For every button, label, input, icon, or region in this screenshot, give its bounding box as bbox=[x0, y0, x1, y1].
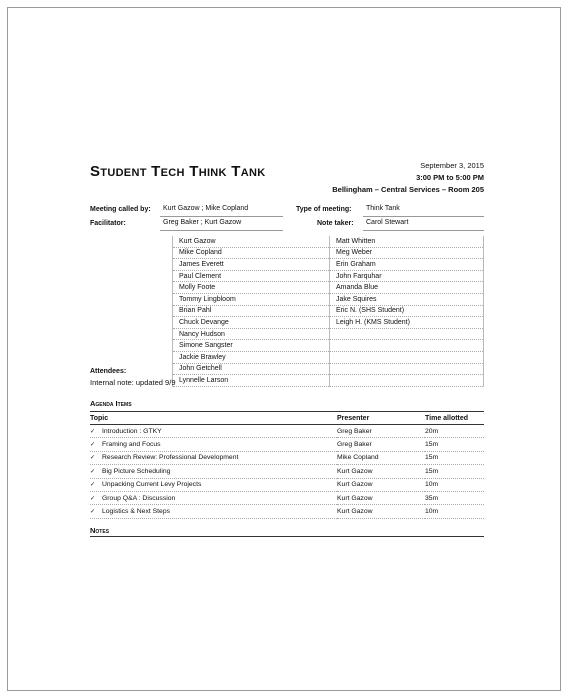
agenda-presenter: Kurt Gazow bbox=[337, 465, 425, 478]
attendee-name-right: Erin Graham bbox=[330, 259, 484, 271]
agenda-presenter: Greg Baker bbox=[337, 438, 425, 451]
agenda-time: 10m bbox=[425, 478, 484, 491]
attendee-name-left: James Everett bbox=[173, 259, 330, 271]
agenda-presenter: Greg Baker bbox=[337, 425, 425, 438]
attendee-name-right bbox=[330, 328, 484, 340]
agenda-time: 20m bbox=[425, 425, 484, 438]
type-value: Think Tank bbox=[363, 205, 484, 217]
attendee-name-right bbox=[330, 375, 484, 387]
agenda-header-presenter: Presenter bbox=[337, 412, 425, 425]
attendee-name-right: Meg Weber bbox=[330, 247, 484, 259]
attendee-name-right: Jake Squires bbox=[330, 293, 484, 305]
agenda-time: 10m bbox=[425, 505, 484, 518]
attendee-name-right: John Farquhar bbox=[330, 270, 484, 282]
agenda-topic-cell bbox=[90, 425, 337, 438]
agenda-time: 35m bbox=[425, 491, 484, 504]
attendee-row bbox=[173, 317, 484, 329]
attendee-row bbox=[173, 293, 484, 305]
notes-title: Notes bbox=[90, 526, 484, 537]
agenda-table bbox=[90, 411, 484, 519]
attendee-row bbox=[173, 270, 484, 282]
agenda-topic: Big Picture Scheduling bbox=[102, 467, 171, 475]
attendee-name-left: Jackie Brawley bbox=[173, 351, 330, 363]
attendee-row bbox=[173, 236, 484, 247]
checkmark-icon: ✓ bbox=[90, 482, 96, 489]
meeting-meta bbox=[332, 160, 484, 196]
facilitator-label: Facilitator: bbox=[90, 220, 126, 227]
document-title: Student Tech Think Tank bbox=[90, 163, 266, 180]
internal-note: Internal note: updated 9/9 bbox=[90, 378, 176, 387]
agenda-time: 15m bbox=[425, 438, 484, 451]
attendee-name-left: Mike Copland bbox=[173, 247, 330, 259]
agenda-topic: Unpacking Current Levy Projects bbox=[102, 481, 202, 489]
attendee-name-left: Lynnelle Larson bbox=[173, 375, 330, 387]
agenda-time: 15m bbox=[425, 451, 484, 464]
attendee-row bbox=[173, 247, 484, 259]
attendee-name-right: Leigh H. (KMS Student) bbox=[330, 317, 484, 329]
agenda-topic: Framing and Focus bbox=[102, 441, 161, 449]
agenda-topic: Group Q&A : Discussion bbox=[102, 494, 176, 502]
called-by-value: Kurt Gazow ; Mike Copland bbox=[160, 205, 283, 217]
type-label: Type of meeting: bbox=[296, 206, 352, 213]
facilitator-value: Greg Baker ; Kurt Gazow bbox=[160, 219, 283, 231]
attendee-name-right: Eric N. (SHS Student) bbox=[330, 305, 484, 317]
meeting-date: September 3, 2015 bbox=[420, 161, 484, 170]
agenda-row bbox=[90, 438, 484, 451]
agenda-header-row bbox=[90, 412, 484, 425]
agenda-topic: Research Review: Professional Development bbox=[102, 454, 239, 462]
meeting-location: Bellingham – Central Services – Room 205 bbox=[332, 185, 484, 194]
agenda-title: Agenda Items bbox=[90, 399, 132, 408]
agenda-topic: Logistics & Next Steps bbox=[102, 508, 170, 516]
attendee-row bbox=[173, 351, 484, 363]
agenda-row bbox=[90, 478, 484, 491]
attendee-row bbox=[173, 340, 484, 352]
attendee-name-left: Chuck Devange bbox=[173, 317, 330, 329]
meeting-time: 3:00 PM to 5:00 PM bbox=[416, 173, 484, 182]
attendee-name-left: Molly Foote bbox=[173, 282, 330, 294]
attendees-table bbox=[172, 236, 484, 387]
agenda-topic: Introduction : GTKY bbox=[102, 427, 162, 435]
agenda-topic-cell bbox=[90, 478, 337, 491]
checkmark-icon: ✓ bbox=[90, 428, 96, 435]
agenda-header-time: Time allotted bbox=[425, 412, 484, 425]
agenda-row bbox=[90, 491, 484, 504]
attendee-name-right bbox=[330, 340, 484, 352]
agenda-topic-cell bbox=[90, 465, 337, 478]
checkmark-icon: ✓ bbox=[90, 455, 96, 462]
attendee-name-left: Nancy Hudson bbox=[173, 328, 330, 340]
checkmark-icon: ✓ bbox=[90, 468, 96, 475]
checkmark-icon: ✓ bbox=[90, 442, 96, 449]
attendee-name-left: John Getchell bbox=[173, 363, 330, 375]
attendee-name-left: Simone Sangster bbox=[173, 340, 330, 352]
agenda-row bbox=[90, 505, 484, 518]
agenda-topic-cell bbox=[90, 505, 337, 518]
agenda-row bbox=[90, 451, 484, 464]
note-taker-value: Carol Stewart bbox=[363, 219, 484, 231]
attendee-row bbox=[173, 363, 484, 375]
agenda-presenter: Kurt Gazow bbox=[337, 491, 425, 504]
attendee-name-left: Kurt Gazow bbox=[173, 236, 330, 247]
attendee-row bbox=[173, 375, 484, 387]
attendee-row bbox=[173, 328, 484, 340]
agenda-presenter: Kurt Gazow bbox=[337, 505, 425, 518]
attendee-name-left: Paul Clement bbox=[173, 270, 330, 282]
agenda-row bbox=[90, 465, 484, 478]
attendee-name-right bbox=[330, 351, 484, 363]
checkmark-icon: ✓ bbox=[90, 509, 96, 516]
checkmark-icon: ✓ bbox=[90, 495, 96, 502]
agenda-presenter: Mike Copland bbox=[337, 451, 425, 464]
agenda-row bbox=[90, 425, 484, 438]
agenda-topic-cell bbox=[90, 438, 337, 451]
attendee-name-right: Matt Whitten bbox=[330, 236, 484, 247]
agenda-time: 15m bbox=[425, 465, 484, 478]
agenda-topic-cell bbox=[90, 491, 337, 504]
agenda-header-topic: Topic bbox=[90, 412, 337, 425]
attendee-row bbox=[173, 305, 484, 317]
attendee-name-right: Amanda Blue bbox=[330, 282, 484, 294]
attendee-row bbox=[173, 282, 484, 294]
attendee-name-right bbox=[330, 363, 484, 375]
attendee-row bbox=[173, 259, 484, 271]
called-by-label: Meeting called by: bbox=[90, 206, 151, 213]
attendee-name-left: Tommy Lingbloom bbox=[173, 293, 330, 305]
note-taker-label: Note taker: bbox=[317, 220, 354, 227]
agenda-presenter: Kurt Gazow bbox=[337, 478, 425, 491]
attendees-label: Attendees: bbox=[90, 368, 127, 375]
agenda-topic-cell bbox=[90, 451, 337, 464]
attendee-name-left: Brian Pahl bbox=[173, 305, 330, 317]
